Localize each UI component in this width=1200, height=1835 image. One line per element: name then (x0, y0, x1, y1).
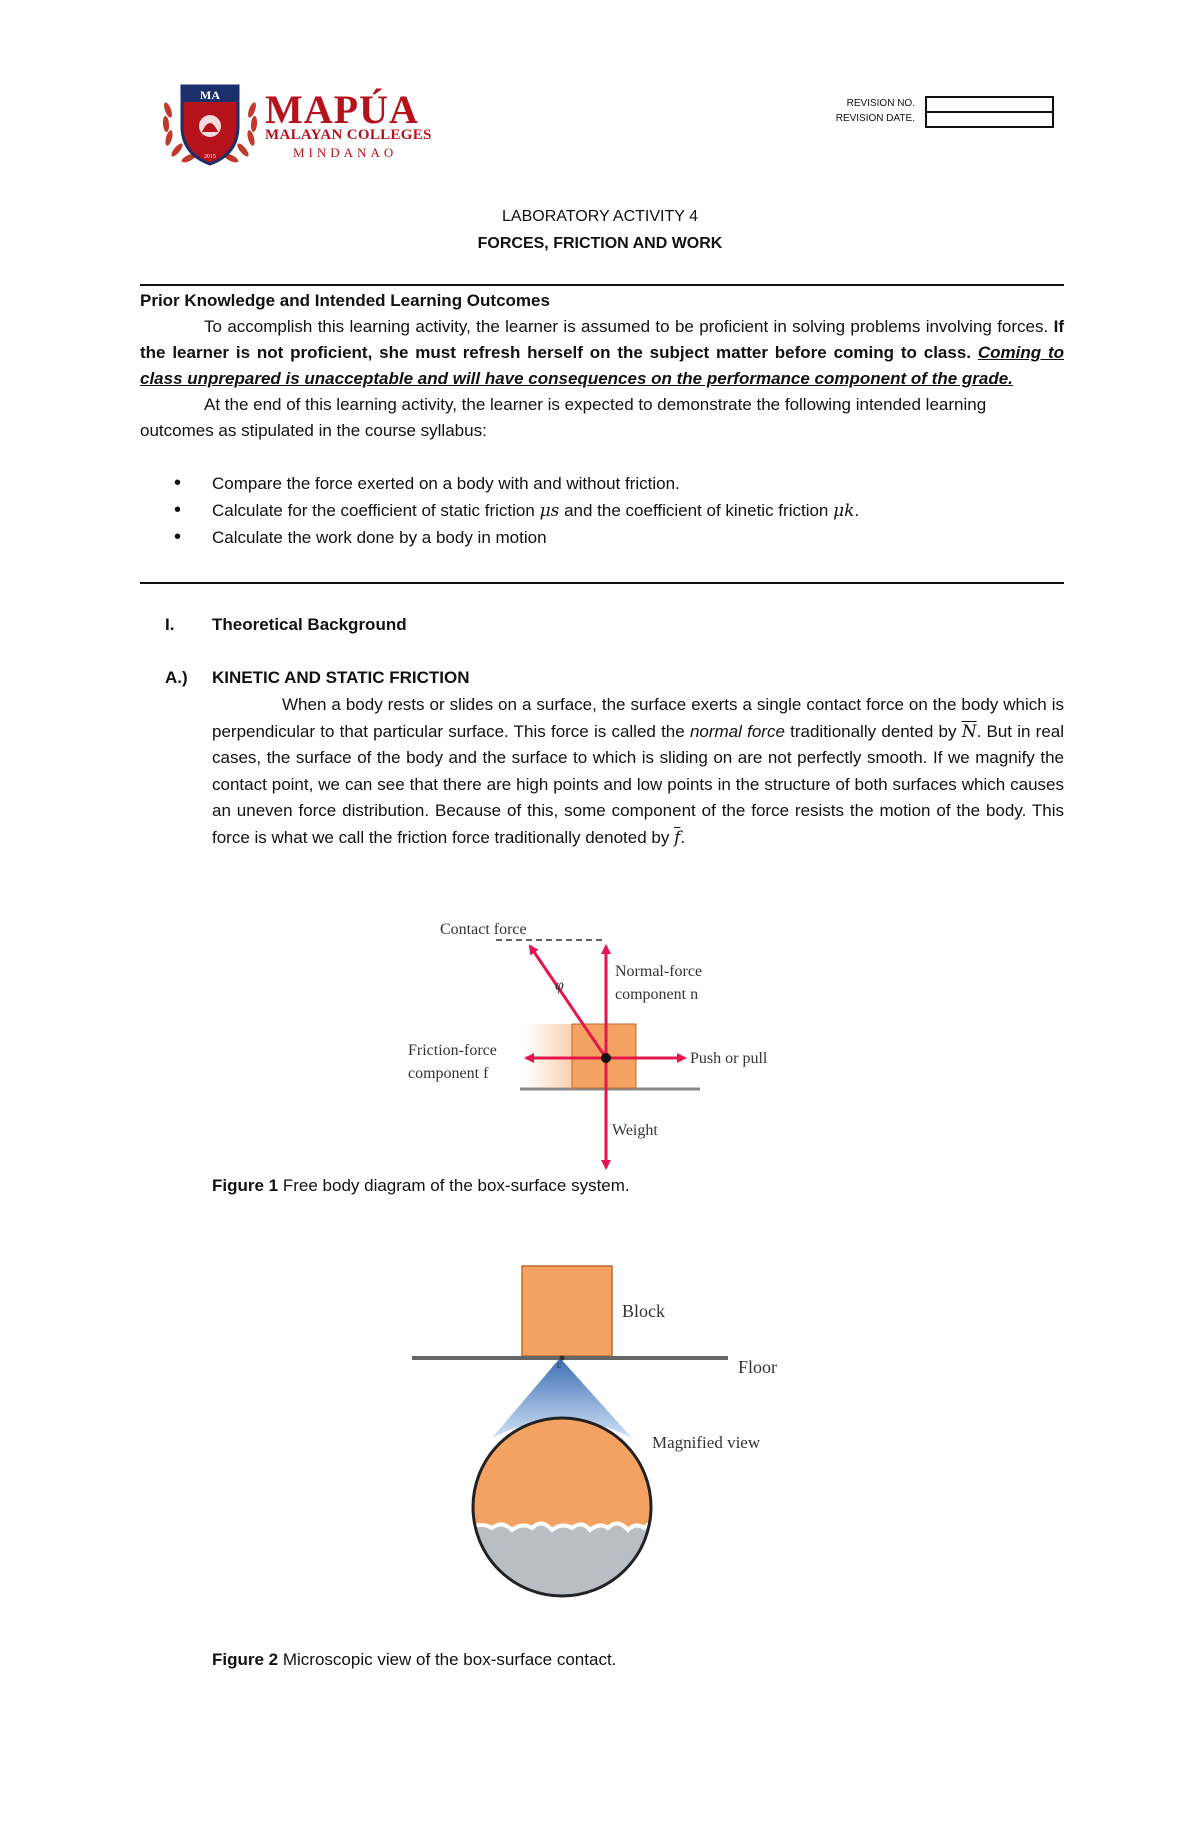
free-body-diagram (400, 910, 800, 1175)
normal-force-label: component n (615, 986, 699, 1003)
revision-date-field (925, 111, 1054, 128)
activity-title: FORCES, FRICTION AND WORK (477, 235, 723, 252)
list-item: • Compare the force exerted on a body with and without friction. (140, 470, 1064, 497)
floor-label: Floor (738, 1357, 778, 1377)
revision-no-label: REVISION NO. (846, 98, 915, 109)
divider (140, 284, 1064, 286)
section-title: Theoretical Background (212, 615, 407, 634)
subsection-title: KINETIC AND STATIC FRICTION (212, 668, 470, 687)
section-number: I. (165, 615, 175, 634)
vector-n-symbol: $\overline{N}$ (961, 721, 977, 742)
brand-subtitle: MALAYAN COLLEGES (265, 127, 432, 143)
subsection-number: A.) (165, 668, 188, 687)
vector-f-symbol: $\overline{f}$ (674, 827, 681, 848)
brand-name: MAPÚA (265, 87, 419, 132)
svg-text:2015: 2015 (204, 154, 216, 160)
contact-point-label: c (557, 1360, 562, 1371)
friction-force-label: Friction-force (408, 1042, 497, 1059)
magnified-view-label: Magnified view (652, 1433, 761, 1452)
list-item: • Calculate for the coefficient of static friction μs and the coefficient of kinetic friction μk. (140, 497, 1064, 524)
revision-date-label: REVISION DATE. (835, 113, 915, 124)
normal-force-label: Normal-force (615, 963, 703, 980)
prior-knowledge-heading: Prior Knowledge and Intended Learning Outcomes (140, 291, 550, 310)
floor (412, 1356, 728, 1360)
friction-force-label: component f (408, 1065, 489, 1082)
microscopic-view-diagram (400, 1260, 800, 1610)
figure-1-caption: Figure 1 Free body diagram of the box-surface system. (212, 1176, 630, 1195)
contact-force-label: Contact force (440, 921, 527, 938)
weight-label: Weight (612, 1122, 658, 1139)
mu-k-symbol: μk (833, 501, 855, 521)
brand-location: MINDANAO (293, 145, 398, 160)
normal-force-term: normal force (689, 721, 785, 741)
contact-point (601, 1053, 611, 1063)
figure-2-caption: Figure 2 Microscopic view of the box-surface contact. (212, 1650, 617, 1669)
prior-paragraph-2: At the end of this learning activity, the learner is expected to demonstrate the following intended learning outcomes as stipulated in the course syllabus: (140, 395, 987, 440)
activity-number: LABORATORY ACTIVITY 4 (502, 208, 698, 225)
rough-interface (470, 1410, 660, 1530)
divider (140, 582, 1064, 584)
svg-text:MA: MA (200, 88, 220, 102)
unprepared-warning: Coming to class unprepared is unacceptable and will have consequences on the performance component of the grade. (140, 343, 1065, 388)
learning-outcomes-list (140, 470, 1064, 551)
block-label: Block (622, 1301, 665, 1321)
mu-s-symbol: μs (539, 501, 560, 521)
push-label: Push or pull (690, 1050, 768, 1067)
prior-knowledge-section (140, 288, 1064, 444)
prior-paragraph-1: To accomplish this learning activity, the learner is assumed to be proficient in solving problems involving forces. If the learner is not proficient, she must refresh herself on the subject matter before coming to class. Coming to class unprepared is unacceptable and will have consequences on the performance component of the grade. (140, 317, 1065, 388)
friction-paragraph: When a body rests or slides on a surface, the surface exerts a single contact force on the body which is perpendicular to that particular surface. This force is called the normal force traditionally dented by $\overline{N}$. But in real cases, the surface of the body and the surface to which is sliding on are not perfectly smooth. If we magnify the contact point, we can see that there are high points and low points in the structure of both surfaces which causes an uneven force distribution. Because of this, some component of the force resists the motion of the body. This force is what we call the friction force traditionally denoted by $\overline{f}$. (212, 695, 1065, 848)
list-item: • Calculate the work done by a body in motion (140, 524, 1064, 551)
block (522, 1266, 612, 1356)
phi-label: φ (555, 977, 564, 994)
